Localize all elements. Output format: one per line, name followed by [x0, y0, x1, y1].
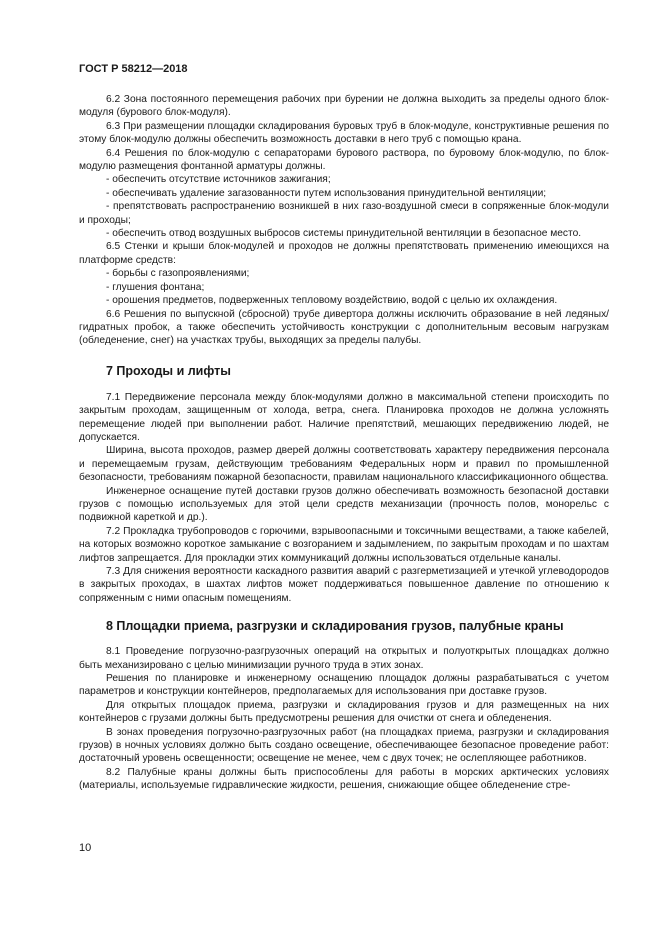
paragraph: 6.2 Зона постоянного перемещения рабочих при бурении не должна выходить за пределы одного блок-модуля (бурового блок-модуля). — [79, 94, 609, 119]
page-number: 10 — [79, 842, 92, 854]
paragraph: 6.5 Стенки и крыши блок-модулей и проходов не должны препятствовать применению имеющихся на платформе средств: — [79, 241, 609, 266]
list-item: - обеспечить отсутствие источников зажигания; — [106, 174, 331, 186]
paragraph: 7.2 Прокладка трубопроводов с горючими, взрывоопасными и токсичными веществами, а также кабелей, на которых возможно короткое замыкание с возгоранием и задымлением, по закрытым проходам и по шахтам лифтов запрещается. Для прокладки этих коммуникаций должны использоваться отдельные каналы. — [79, 525, 609, 564]
document-body — [79, 93, 609, 793]
paragraph: В зонах проведения погрузочно-разгрузочных работ (на площадках приема, разгрузки и складирования грузов) в ночных условиях должно быть создано освещение, обеспечивающее безопасное проведение работ: достаточный уровень освещенности; освещение не менее, чем с двух точек; не ослепляющее работников. — [79, 726, 609, 765]
list-item: - глушения фонтана; — [106, 281, 205, 293]
paragraph: 7.3 Для снижения вероятности каскадного развития аварий с разгерметизацией и утечкой углеводородов в закрытых проходах, в шахтах лифтов может поддерживаться повышенное давление по отношению к сопряженным с ними опасным помещениям. — [79, 566, 609, 604]
paragraph: 7.1 Передвижение персонала между блок-модулями должно в максимальной степени происходить по закрытым проходам, защищенным от холода, ветра, снега. Планировка проходов не должна усложнять перемещение людей при выполнении работ. Наличие препятствий, мешающих передвижению людей, не допускается. — [79, 391, 609, 443]
paragraph: Решения по планировке и инженерному оснащению площадок должны разрабатываться с учетом параметров и конструкции контейнеров, предполагаемых для использования при доставке грузов. — [79, 673, 609, 698]
paragraph: Ширина, высота проходов, размер дверей должны соответствовать характеру передвижения персонала и перемещаемым грузам, действующим требованиям Федеральных норм и правил по промышленной безопасности, требованиям пожарной безопасности, правилам национального классификационного общества. — [79, 445, 609, 484]
list-item: - борьбы с газопроявлениями; — [106, 268, 250, 280]
paragraph: Инженерное оснащение путей доставки грузов должно обеспечивать возможность безопасной доставки грузов с помощью используемых для этой цели средств механизации (прочность полов, монорельс с подвижной кареткой и др.). — [79, 485, 609, 524]
paragraph: 8.1 Проведение погрузочно-разгрузочных операций на открытых и полуоткрытых площадках должно быть механизировано с целью минимизации ручного труда в этих зонах. — [79, 646, 609, 671]
paragraph: 6.4 Решения по блок-модулю с сепараторами бурового раствора, по буровому блок-модулю, по блок-модулю размещения фонтанной арматуры должны. — [79, 147, 609, 173]
list-item: - орошения предметов, подверженных тепловому воздействию, водой с целью их охлаждения. — [106, 295, 558, 307]
paragraph: 6.3 При размещении площадки складирования буровых труб в блок-модуле, конструктивные решения по этому блок-модулю должны обеспечить возможность доставки в него труб с помощью крана. — [79, 120, 609, 146]
list-item: - обеспечивать удаление загазованности путем использования принудительной вентиляции; — [106, 187, 547, 199]
paragraph: 6.6 Решения по выпускной (сбросной) трубе дивертора должны исключить образование в ней ледяных/гидратных пробок, а также обеспечить устойчивость конструкции с дополнительным весовым нагрузкам (обледенение, снег) на участках трубы, выходящих за пределы палубы. — [79, 308, 609, 347]
paragraph: Для открытых площадок приема, разгрузки и складирования грузов и для размещенных на них контейнеров с грузами должны быть предусмотрены решения для очистки от снега и обледенения. — [79, 699, 609, 725]
paragraph: 8.2 Палубные краны должны быть приспособлены для работы в морских арктических условиях (материалы, используемые гидравлические жидкости, решения, снижающие общее обледенение стре- — [79, 766, 609, 792]
section-heading: 8 Площадки приема, разгрузки и складирования грузов, палубные краны — [106, 619, 564, 634]
list-item: - обеспечить отвод воздушных выбросов системы принудительной вентиляции в безопасное место. — [106, 228, 582, 240]
document-header: ГОСТ Р 58212—2018 — [79, 63, 188, 75]
section-heading: 7 Проходы и лифты — [106, 363, 231, 378]
list-item: - препятствовать распространению возникшей в них газо-воздушной смеси в сопряженные блок-модули и проходы; — [79, 201, 609, 226]
